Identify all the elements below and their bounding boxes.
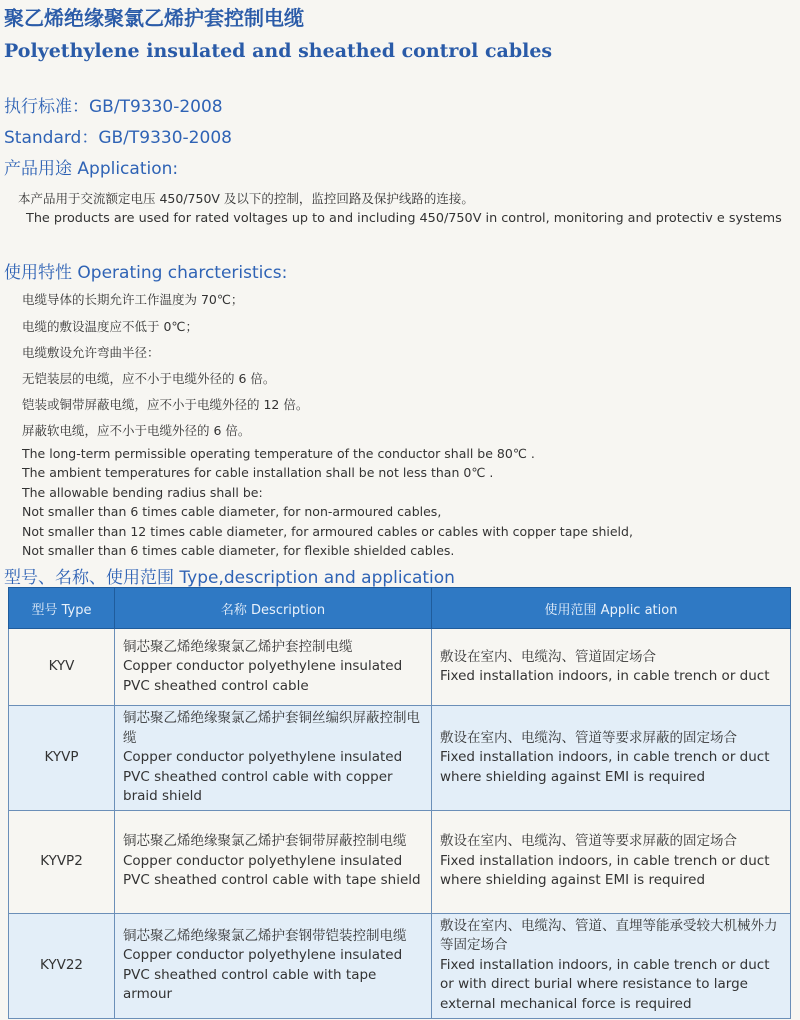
description-cn: 铜芯聚乙烯绝缘聚氯乙烯护套控制电缆 — [123, 638, 353, 655]
description-cn: 铜芯聚乙烯绝缘聚氯乙烯护套铜带屏蔽控制电缆 — [123, 833, 407, 850]
page-title-en: Polyethylene insulated and sheathed control cables — [4, 40, 553, 62]
cell-application — [432, 913, 791, 1018]
cell-description — [115, 629, 432, 706]
operating-line-en: Not smaller than 12 times cable diameter, for armoured cables or cables with copper tape shield, — [22, 524, 633, 539]
application-en: Fixed installation indoors, in cable trench or duct where shielding against EMI is required — [440, 749, 770, 785]
cell-description — [115, 810, 432, 913]
application-cn: 敷设在室内、电缆沟、管道、直埋等能承受较大机械外力等固定场合 — [440, 917, 778, 954]
application-en: Fixed installation indoors, in cable trench or duct — [440, 668, 770, 684]
description-cn: 铜芯聚乙烯绝缘聚氯乙烯护套铜丝编织屏蔽控制电缆 — [123, 710, 420, 746]
operating-line-cn: 电缆敷设允许弯曲半径： — [22, 345, 160, 360]
cell-model: KYV — [9, 629, 115, 706]
description-en: Copper conductor polyethylene insulated PVC sheathed control cable with tape armour — [123, 947, 403, 1002]
table-header-row — [9, 588, 791, 629]
cell-model: KYVP2 — [9, 810, 115, 913]
cell-model: KYVP — [9, 706, 115, 811]
application-en: Fixed installation indoors, in cable trench or duct where shielding against EMI is required — [440, 852, 770, 889]
application-cn: 敷设在室内、电缆沟、管道等要求屏蔽的固定场合 — [440, 729, 737, 746]
column-header-type: 型号 Type — [9, 588, 115, 629]
application-heading: 产品用途 Application: — [4, 159, 179, 179]
application-text-en: The products are used for rated voltages up to and including 450/750V in control, monitoring and protectiv e systems — [26, 211, 782, 226]
operating-line-cn: 电缆的敷设温度应不低于 0℃； — [22, 319, 198, 334]
operating-line-en: Not smaller than 6 times cable diameter, for flexible shielded cables. — [22, 543, 455, 558]
application-cn: 敷设在室内、电缆沟、管道固定场合 — [440, 648, 656, 665]
operating-line-cn: 电缆导体的长期允许工作温度为 70℃； — [22, 292, 244, 307]
operating-line-en: The ambient temperatures for cable installation shall be not less than 0℃ . — [22, 465, 494, 480]
cell-application — [432, 810, 791, 913]
types-heading: 型号、名称、使用范围 Type,description and application — [4, 568, 455, 588]
description-cn: 铜芯聚乙烯绝缘聚氯乙烯护套钢带铠装控制电缆 — [123, 927, 407, 944]
cell-model: KYV22 — [9, 913, 115, 1018]
cell-application — [432, 629, 791, 706]
operating-heading: 使用特性 Operating charcteristics: — [4, 263, 288, 283]
table-row — [9, 913, 791, 1018]
table-row — [9, 629, 791, 706]
operating-line-en: The allowable bending radius shall be: — [22, 485, 263, 500]
operating-line-en: Not smaller than 6 times cable diameter, for non-armoured cables, — [22, 504, 442, 519]
operating-line-cn: 屏蔽软电缆，应不小于电缆外径的 6 倍。 — [22, 423, 251, 438]
cell-application — [432, 706, 791, 811]
operating-line-cn: 铠装或铜带屏蔽电缆，应不小于电缆外径的 12 倍。 — [22, 397, 309, 412]
operating-line-cn: 无铠装层的电缆，应不小于电缆外径的 6 倍。 — [22, 371, 276, 386]
application-cn: 敷设在室内、电缆沟、管道等要求屏蔽的固定场合 — [440, 833, 737, 850]
column-header-application: 使用范围 Applic ation — [432, 588, 791, 629]
operating-line-en: The long-term permissible operating temperature of the conductor shall be 80℃ . — [22, 446, 535, 461]
standard-cn: 执行标准：GB/T9330-2008 — [4, 97, 223, 117]
types-table — [8, 587, 791, 1019]
description-en: Copper conductor polyethylene insulated PVC sheathed control cable with tape shield — [123, 852, 421, 889]
standard-en: Standard：GB/T9330-2008 — [4, 128, 232, 148]
cell-description — [115, 706, 432, 811]
column-header-description: 名称 Description — [115, 588, 432, 629]
description-en: Copper conductor polyethylene insulated PVC sheathed control cable — [123, 658, 403, 694]
application-text-cn: 本产品用于交流额定电压 450/750V 及以下的控制，监控回路及保护线路的连接。 — [18, 191, 474, 206]
description-en: Copper conductor polyethylene insulated PVC sheathed control cable with copper braid shield — [123, 749, 403, 804]
page-title-cn: 聚乙烯绝缘聚氯乙烯护套控制电缆 — [4, 6, 304, 30]
cell-description — [115, 913, 432, 1018]
table-row — [9, 810, 791, 913]
application-en: Fixed installation indoors, in cable trench or duct or with direct burial where resistance to large external mechanical force is required — [440, 956, 770, 1012]
table-row — [9, 706, 791, 811]
